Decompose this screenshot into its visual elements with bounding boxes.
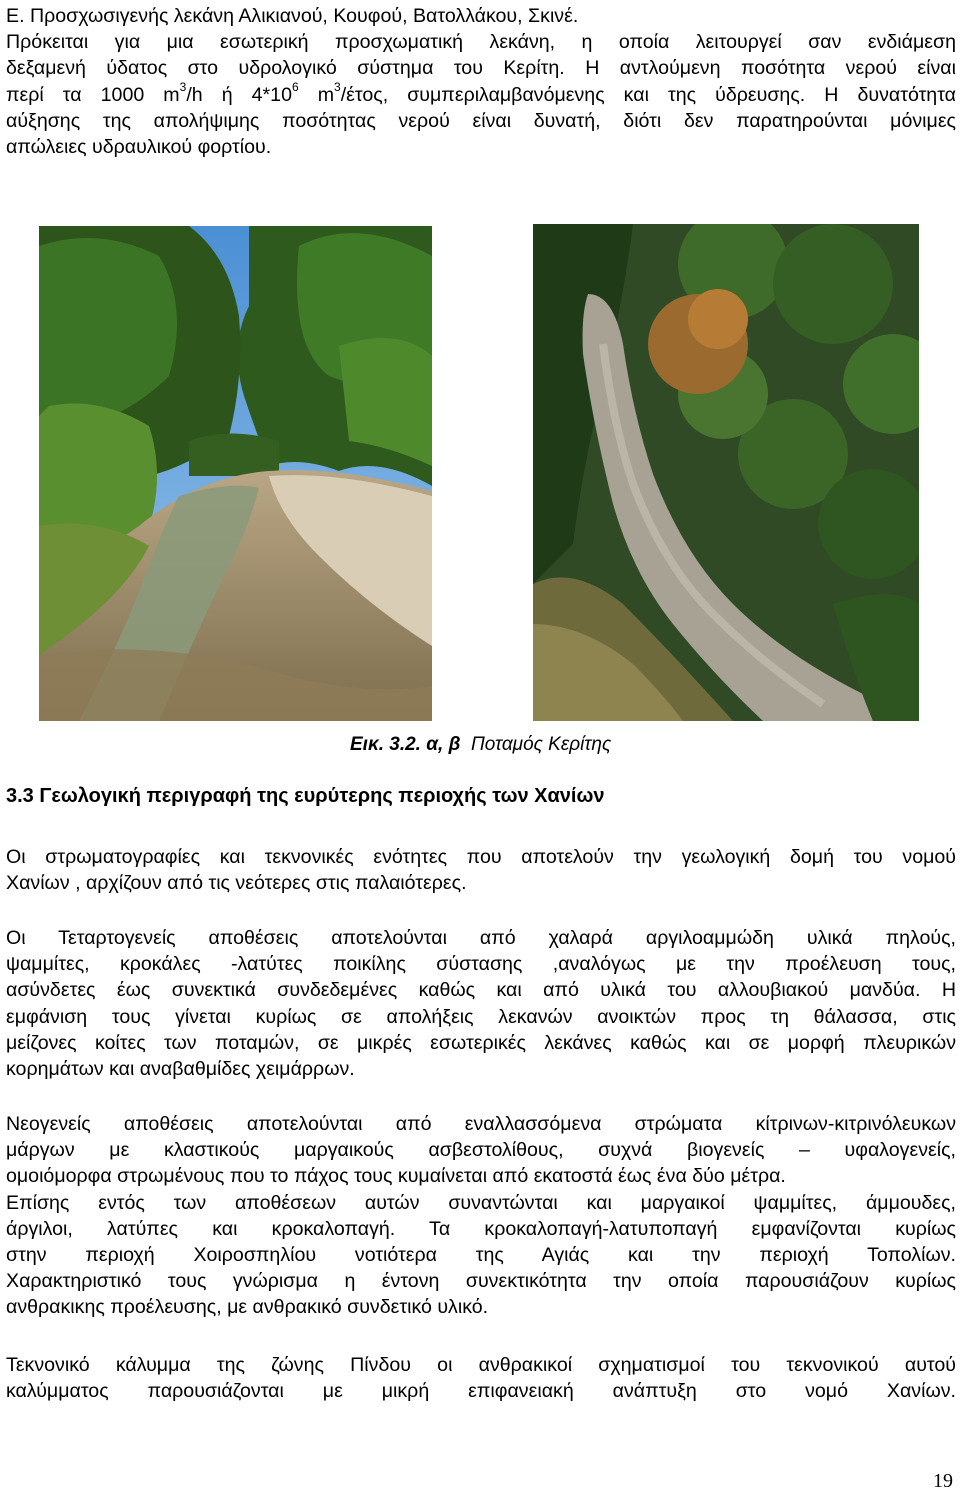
intro-line: αύξησης της απολήψιμης ποσότητας νερού είναι δυνατή, διότι δεν παρατηρούνται μόνιμες [6,109,956,132]
paragraph-3 [6,1111,956,1321]
section-heading: 3.3 Γεωλογική περιγραφή της ευρύτερης περιοχής των Χανίων [6,785,605,807]
paragraph-line: καλύμματος παρουσιάζονται με μικρή επιφανειακή ανάπτυξη στο νομό Χανίων. [6,1380,956,1403]
paragraph-1 [6,844,956,896]
paragraph-line: στην περιοχή Χοιροσπηλίου νοτιότερα της Αγιάς και την περιοχή Τοπολίων. [6,1244,956,1267]
intro-paragraph [6,3,956,160]
figure-caption-number: Εικ. 3.2. α, β [350,734,461,755]
paragraph-line: Νεογενείς αποθέσεις αποτελούνται από εναλλασσόμενα στρώματα κίτρινων-κιτρινόλευκων [6,1113,956,1135]
river-photo-a [39,226,432,721]
paragraph-line: ομοιόμορφα στρωμένους που το πάχος τους κυμαίνεται από εκατοστά έως ένα δύο μέτρα. [6,1165,786,1188]
paragraph-line: Επίσης εντός των αποθέσεων αυτών συναντώνται και μαργαικοί ψαμμίτες, άμμουδες, [6,1191,956,1214]
paragraph-line: Χανίων , αρχίζουν από τις νεότερες στις παλαιότερες. [6,872,467,895]
paragraph-line: μάργων με κλαστικούς μαργαικούς ασβεστολίθους, συχνά βιογενείς – υφαλογενείς, [6,1139,956,1162]
intro-heading: Ε. Προσχωσιγενής λεκάνη Αλικιανού, Κουφού, Βατολλάκου, Σκινέ. [6,5,579,27]
paragraph-4 [6,1352,956,1404]
paragraph-line: εμφάνιση τους γίνεται κυρίως σε απολήξεις λεκανών ανοικτών προς τη θάλασσα, στις [6,1005,956,1028]
figure-caption [350,734,611,756]
paragraph-line: κορημάτων και αναβαθμίδες χειμάρρων. [6,1058,355,1081]
paragraph-line: ψαμμίτες, κροκάλες -λατύτες ποικίλης σύστασης ,αναλόγως με την προέλευση τους, [6,953,956,976]
paragraph-line: μείζονες κοίτες των ποταμών, σε μικρές εσωτερικές λεκάνες καθώς και σε μορφή πλευρικών [6,1031,956,1054]
intro-line: Πρόκειται για μια εσωτερική προσχωματική λεκάνη, η οποία λειτουργεί σαν ενδιάμεση [6,31,956,54]
paragraph-line: ασύνδετες έως συνεκτικά συνδεδεμένες καθώς και από υλικά του αλλουβιακού μανδύα. Η [6,979,956,1002]
paragraph-line: άργιλοι, λατύπες και κροκαλοπαγή. Τα κροκαλοπαγή-λατυποπαγή εμφανίζονται κυρίως [6,1217,956,1240]
river-photo-b [533,224,919,721]
paragraph-line: Χαρακτηριστικό τους γνώρισμα η έντονη συνεκτικότητα την οποία παρουσιάζουν κυρίως [6,1270,956,1293]
paragraph-line: ανθρακικης προέλευσης, με ανθρακικό συνδετικό υλικό. [6,1296,489,1319]
page-number: 19 [933,1470,953,1492]
paragraph-2 [6,925,956,1082]
paragraph-line: Οι στρωματογραφίες και τεκνονικές ενότητες που αποτελούν την γεωλογική δομή του νομού [6,846,956,868]
paragraph-line: Τεκνονικό κάλυμμα της ζώνης Πίνδου οι ανθρακικοί σχηματισμοί του τεκνονικού αυτού [6,1354,956,1376]
paragraph-line: Οι Τεταρτογενείς αποθέσεις αποτελούνται από χαλαρά αργιλοαμμώδη υλικά πηλούς, [6,927,956,949]
intro-line: δεξαμενή ύδατος στο υδρολογικό σύστημα του Κερίτη. Η αντλούμενη ποσότητα νερού είναι [6,57,956,80]
intro-line-with-units: περί τα 1000 $m^3/h$ ή $4*10^6$ $m^3$/έτος, συμπεριλαμβανόμενης και της ύδρευσης. Η δυνατότητα [6,80,956,106]
figure-caption-text: Ποταμός Κερίτης [470,734,612,755]
intro-line: απώλειες υδραυλικού φορτίου. [6,136,272,159]
